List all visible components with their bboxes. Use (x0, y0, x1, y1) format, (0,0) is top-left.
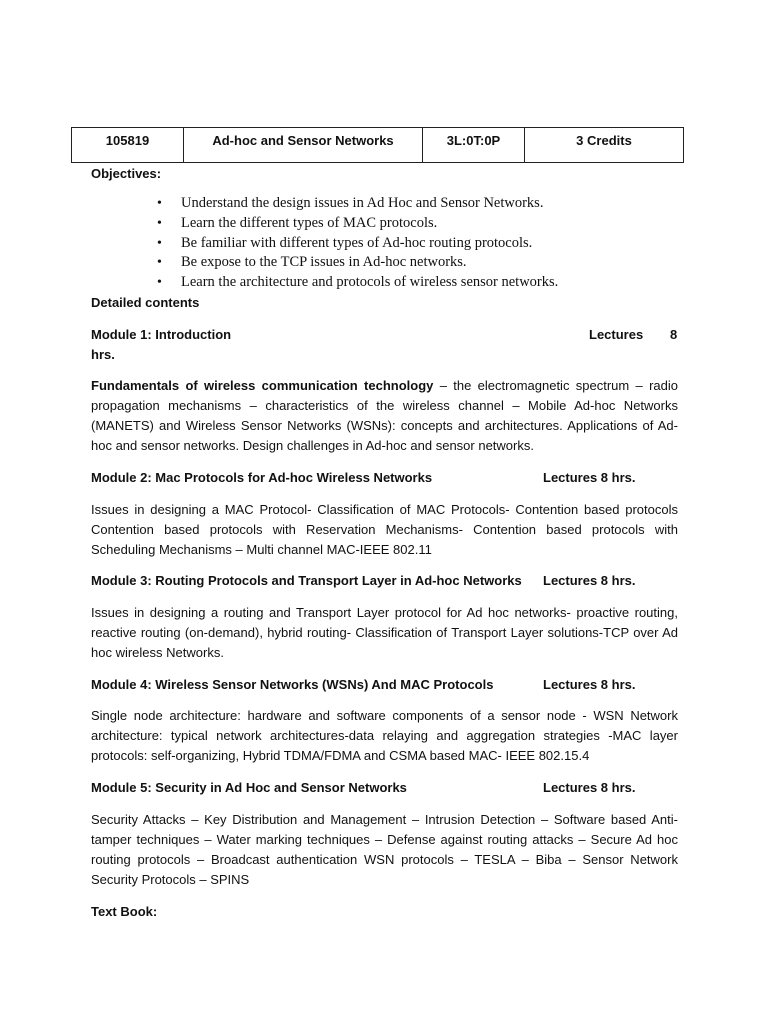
module-5-description: Security Attacks – Key Distribution and Management – Intrusion Detection – Software based Anti-tamper techniques – Water marking techniques – Defense against routing attacks – Secure Ad hoc routing protocols – Broadcast authentication WSN protocols – TESLA – Biba – Sensor Network Security Protocols – SPINS (91, 812, 678, 887)
course-header-table (71, 127, 684, 163)
module-2-description: Issues in designing a MAC Protocol- Classification of MAC Protocols- Contention based protocols Contention based protocols with Reservation Mechanisms- Contention based protocols with Scheduling Mechanisms – Multi channel MAC-IEEE 802.11 (91, 502, 678, 557)
module-4-title: Module 4: Wireless Sensor Networks (WSNs) And MAC Protocols (91, 677, 494, 692)
module-3-title: Module 3: Routing Protocols and Transport Layer in Ad-hoc Networks (91, 573, 522, 588)
module-1-lectures-number: 8 (670, 327, 678, 342)
module-5-lectures: Lectures 8 hrs. (543, 780, 636, 795)
module-5-title: Module 5: Security in Ad Hoc and Sensor Networks (91, 780, 407, 795)
objectives-heading: Objectives: (91, 166, 162, 181)
textbook-heading: Text Book: (91, 904, 158, 919)
module-1-body: – the electromagnetic spectrum – radio propagation mechanisms – characteristics of the wireless channel – Mobile Ad-hoc Networks (MANETS) and Wireless Sensor Networks (WSNs): concepts and architectures. Applications of Ad-hoc and sensor networks. Design challenges in Ad-hoc and sensor networks. (91, 378, 679, 453)
module-1-lectures-label: Lectures (589, 327, 644, 342)
module-4-lectures: Lectures 8 hrs. (543, 677, 636, 692)
objective-item: • Learn the different types of MAC protocols. (155, 214, 558, 234)
course-header-row (72, 128, 684, 163)
course-ltp: 3L:0T:0P (423, 128, 525, 163)
module-4-description: Single node architecture: hardware and software components of a sensor node - WSN Network architecture: typical network architectures-data relaying and aggregation strategies -MAC layer protocols: self-organizing, Hybrid TDMA/FDMA and CSMA based MAC- IEEE 802.15.4 (91, 708, 678, 763)
module-1-title: Module 1: Introduction (91, 327, 232, 342)
objective-item: • Learn the architecture and protocols of wireless sensor networks. (155, 273, 558, 293)
detailed-contents-heading: Detailed contents (91, 295, 200, 310)
course-code: 105819 (72, 128, 184, 163)
module-3-lectures: Lectures 8 hrs. (543, 573, 636, 588)
objective-item: • Understand the design issues in Ad Hoc and Sensor Networks. (155, 194, 558, 214)
module-2-lectures: Lectures 8 hrs. (543, 470, 636, 485)
course-title: Ad-hoc and Sensor Networks (184, 128, 423, 163)
objectives-list (155, 194, 558, 293)
module-2-title: Module 2: Mac Protocols for Ad-hoc Wireless Networks (91, 470, 433, 485)
objective-item: • Be familiar with different types of Ad-hoc routing protocols. (155, 234, 558, 254)
module-3-description: Issues in designing a routing and Transport Layer protocol for Ad hoc networks- proactive routing, reactive routing (on-demand), hybrid routing- Classification of Transport Layer solutions-TCP over Ad hoc wireless Networks. (91, 605, 678, 660)
module-1-lead: Fundamentals of wireless communication technology (91, 378, 434, 393)
objective-item: • Be expose to the TCP issues in Ad-hoc networks. (155, 253, 558, 273)
module-1-description (91, 376, 678, 456)
module-1-lectures-unit: hrs. (91, 347, 115, 362)
course-credits: 3 Credits (525, 128, 684, 163)
